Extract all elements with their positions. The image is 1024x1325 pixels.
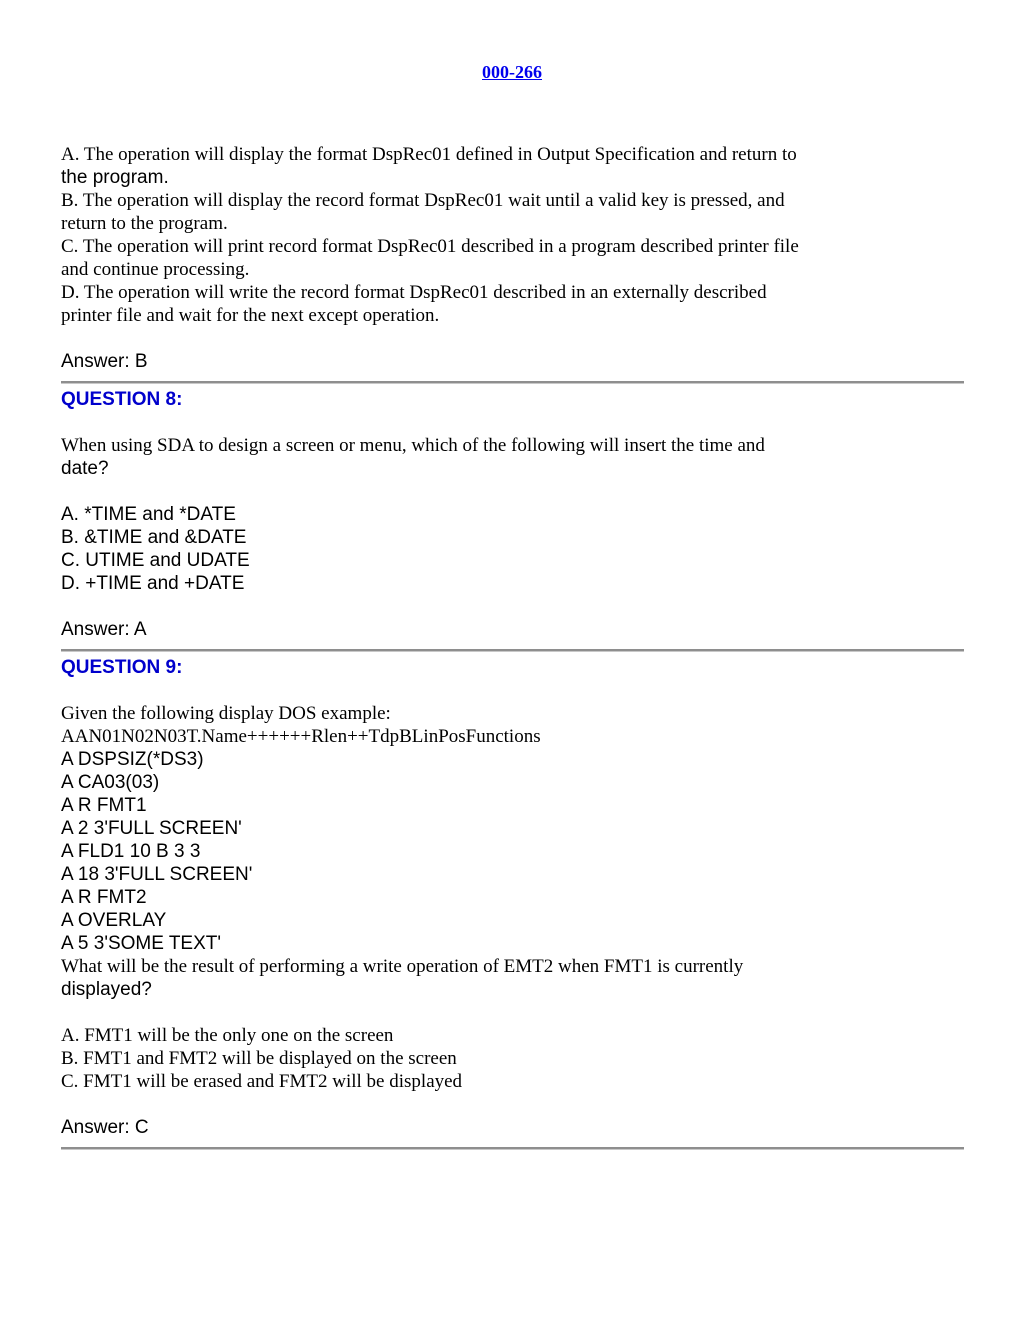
prev-option-d-line2: printer file and wait for the next except operation. [61, 305, 440, 326]
title-link[interactable]: 000-266 [482, 62, 542, 82]
prev-option-c-line2: and continue processing. [61, 259, 250, 280]
spacer [61, 1093, 964, 1116]
spacer [61, 411, 964, 434]
code-line: A OVERLAY [61, 910, 167, 931]
prev-option-b-line1: B. The operation will display the record format DspRec01 wait until a valid key is pressed, and [61, 190, 785, 211]
question-8-option-c: C. UTIME and UDATE [61, 550, 250, 571]
prev-option-a-line1: A. The operation will display the format DspRec01 defined in Output Specification and return to [61, 144, 797, 165]
question-9-heading: QUESTION 9: [61, 657, 183, 678]
prev-option-c-line1: C. The operation will print record format DspRec01 described in a program described printer file [61, 236, 799, 257]
question-8-answer: Answer: A [61, 619, 147, 640]
spacer [61, 327, 964, 350]
question-9-answer: Answer: C [61, 1117, 149, 1138]
page-title [0, 61, 1024, 83]
code-line: A 2 3'FULL SCREEN' [61, 818, 242, 839]
divider [61, 381, 964, 384]
question-9-text-line1: What will be the result of performing a write operation of EMT2 when FMT1 is currently [61, 956, 744, 977]
question-8-option-d: D. +TIME and +DATE [61, 573, 245, 594]
question-8-option-a: A. *TIME and *DATE [61, 504, 236, 525]
divider [61, 1147, 964, 1150]
question-9-option-c: C. FMT1 will be erased and FMT2 will be displayed [61, 1071, 463, 1092]
code-line: A 18 3'FULL SCREEN' [61, 864, 253, 885]
code-line: A CA03(03) [61, 772, 160, 793]
spacer [61, 679, 964, 702]
code-line: A FLD1 10 B 3 3 [61, 841, 201, 862]
code-line: A R FMT1 [61, 795, 147, 816]
question-9-option-b: B. FMT1 and FMT2 will be displayed on the screen [61, 1048, 457, 1069]
prev-option-b-line2: return to the program. [61, 213, 228, 234]
question-8-option-b: B. &TIME and &DATE [61, 527, 247, 548]
question-8-text-line2: date? [61, 458, 109, 479]
question-9-text-line2: displayed? [61, 979, 152, 1000]
prev-option-a-line2: the program. [61, 167, 169, 188]
spacer [61, 1001, 964, 1024]
code-line: A DSPSIZ(*DS3) [61, 749, 204, 770]
spacer [61, 480, 964, 503]
question-8-text-line1: When using SDA to design a screen or menu, which of the following will insert the time and [61, 435, 765, 456]
question-9-intro: Given the following display DOS example: [61, 703, 391, 724]
question-8-heading: QUESTION 8: [61, 389, 183, 410]
question-9-code-header: AAN01N02N03T.Name++++++Rlen++TdpBLinPosFunctions [61, 726, 541, 747]
divider [61, 649, 964, 652]
prev-option-d-line1: D. The operation will write the record format DspRec01 described in an externally described [61, 282, 767, 303]
code-line: A 5 3'SOME TEXT' [61, 933, 222, 954]
code-line: A R FMT2 [61, 887, 147, 908]
document-body [61, 143, 964, 1154]
spacer [61, 595, 964, 618]
prev-answer: Answer: B [61, 351, 148, 372]
question-9-option-a: A. FMT1 will be the only one on the screen [61, 1025, 394, 1046]
